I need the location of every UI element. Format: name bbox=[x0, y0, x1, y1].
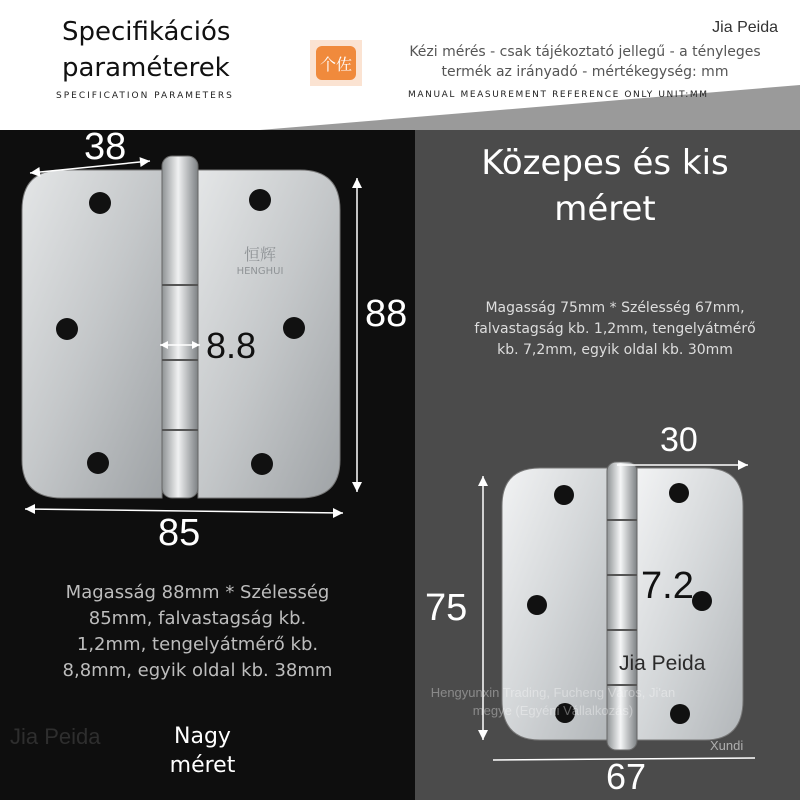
header bbox=[0, 0, 800, 130]
large-size-label-line2: méret bbox=[169, 753, 236, 778]
page-title-line2: paraméterek bbox=[62, 53, 230, 83]
page-title bbox=[62, 14, 230, 86]
medium-size-title bbox=[440, 140, 770, 232]
medium-spec-line3: kb. 7,2mm, egyik oldal kb. 30mm bbox=[497, 342, 733, 358]
screw-hole bbox=[249, 189, 271, 211]
watermark-small: Xundi bbox=[710, 738, 744, 753]
brand-logo bbox=[310, 40, 362, 86]
large-spec-line3: 1,2mm, tengelyátmérő kb. bbox=[76, 634, 319, 655]
watermark-brand-right: Jia Peida bbox=[619, 652, 706, 675]
large-height: 88 bbox=[365, 293, 408, 335]
medium-size-title-line2: méret bbox=[554, 189, 656, 229]
page-subtitle-en: SPECIFICATION PARAMETERS bbox=[56, 91, 234, 101]
medium-spec-text bbox=[455, 298, 775, 361]
watermark-brand-left: Jia Peida bbox=[10, 724, 101, 749]
logo-text: 个佐 bbox=[319, 55, 353, 74]
large-pin-diameter: 8.8 bbox=[206, 325, 257, 366]
medium-pin-diameter: 7.2 bbox=[641, 565, 694, 607]
measurement-note bbox=[380, 42, 790, 82]
hinge-stamp-en: HENGHUI bbox=[236, 266, 284, 277]
medium-height: 75 bbox=[425, 587, 468, 629]
measurement-note-en: MANUAL MEASUREMENT REFERENCE ONLY UNIT:MM bbox=[408, 90, 709, 100]
large-spec-line4: 8,8mm, egyik oldal kb. 38mm bbox=[62, 660, 333, 681]
brand-name: Jia Peida bbox=[712, 19, 778, 36]
medium-spec-line1: Magasság 75mm * Szélesség 67mm, bbox=[485, 300, 745, 316]
screw-hole bbox=[527, 595, 547, 615]
large-spec-line1: Magasság 88mm * Szélesség bbox=[65, 582, 330, 603]
large-spec-text bbox=[20, 580, 375, 684]
watermark-shop bbox=[378, 684, 728, 720]
screw-hole bbox=[692, 591, 712, 611]
screw-hole bbox=[87, 452, 109, 474]
screw-hole bbox=[89, 192, 111, 214]
hinge-stamp-cn: 恒辉 bbox=[243, 245, 277, 264]
measurement-note-line1: Kézi mérés - csak tájékoztató jellegű - a tényleges bbox=[409, 44, 761, 60]
large-size-label bbox=[150, 722, 255, 780]
medium-width-one-side: 30 bbox=[660, 421, 698, 459]
measurement-note-line2: termék az irányadó - mértékegység: mm bbox=[441, 64, 729, 80]
large-hinge-knuckle bbox=[162, 156, 198, 498]
large-width: 85 bbox=[158, 512, 201, 554]
screw-hole bbox=[56, 318, 78, 340]
screw-hole bbox=[251, 453, 273, 475]
watermark-shop-line2: megye (Egyéni Vállalkozás) bbox=[472, 703, 634, 718]
large-width-one-side: 38 bbox=[84, 126, 127, 168]
screw-hole bbox=[283, 317, 305, 339]
large-size-label-line1: Nagy bbox=[174, 724, 231, 749]
medium-hinge-image bbox=[415, 440, 800, 770]
page-title-line1: Specifikációs bbox=[62, 17, 231, 47]
screw-hole bbox=[669, 483, 689, 503]
medium-width: 67 bbox=[606, 756, 647, 797]
watermark-shop-line1: Hengyunxin Trading, Fucheng Város, Ji'an bbox=[430, 685, 676, 700]
medium-spec-line2: falvastagság kb. 1,2mm, tengelyátmérő bbox=[474, 321, 756, 337]
large-spec-line2: 85mm, falvastagság kb. bbox=[88, 608, 307, 629]
medium-size-title-line1: Közepes és kis bbox=[481, 143, 729, 183]
large-hinge-left-leaf bbox=[22, 170, 162, 498]
screw-hole bbox=[554, 485, 574, 505]
